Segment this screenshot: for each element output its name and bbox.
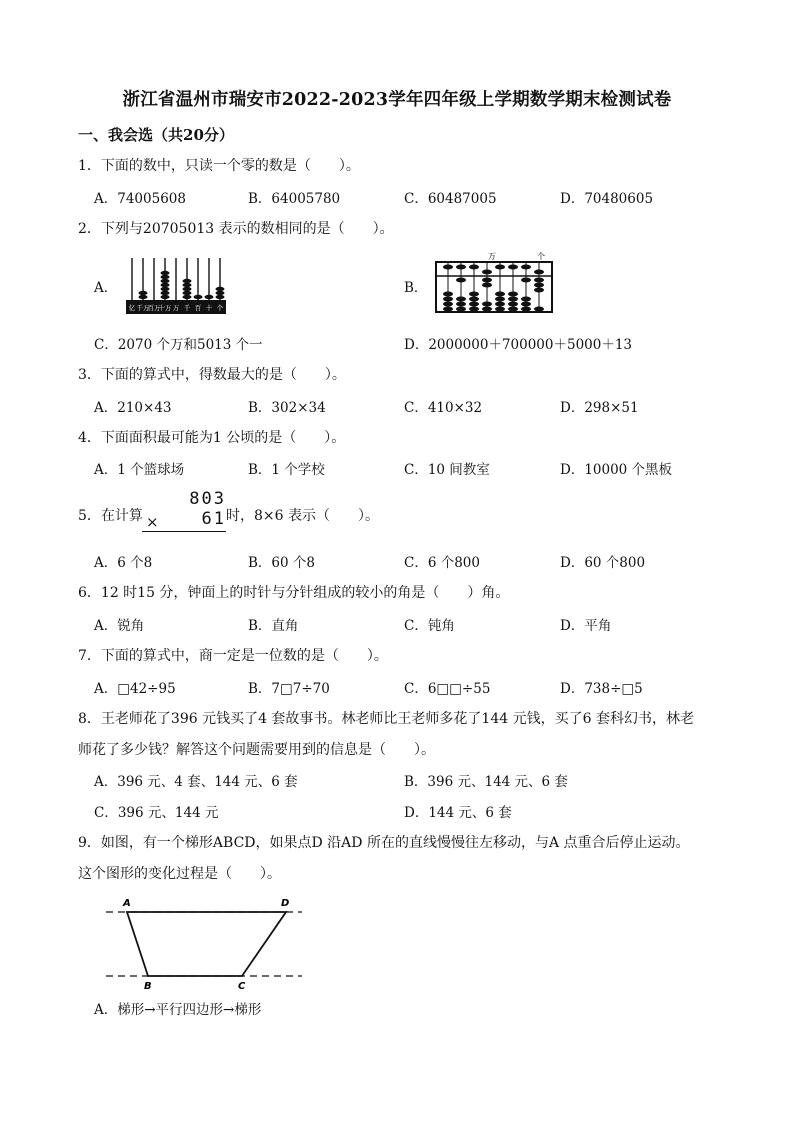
vertical-calc-line — [142, 531, 226, 532]
question-6-stem: 6．12 时15 分，钟面上的时针与分针组成的较小的角是（ ）角。 — [78, 585, 510, 601]
q7-option-b: B．7□7÷70 — [248, 681, 330, 697]
question-8-stem-line1: 8．王老师花了396 元钱买了4 套故事书。林老师比王老师多花了144 元钱，买了6 套科幻书，林老 — [78, 711, 694, 727]
trapezoid-figure — [100, 893, 310, 993]
question-9-stem-line2: 这个图形的变化过程是（ ）。 — [78, 866, 281, 882]
q8-option-b: B．396 元、144 元、6 套 — [404, 774, 568, 790]
question-4-stem: 4．下面面积最可能为1 公顷的是（ ）。 — [78, 430, 346, 446]
section-heading: 一、我会选（共20分） — [78, 126, 234, 144]
q6-option-a: A．锐角 — [94, 618, 145, 634]
vertical-calc-top: 803 — [189, 489, 226, 509]
q5-option-a: A．6 个8 — [94, 555, 153, 571]
question-5-stem-start: 5．在计算 — [78, 508, 143, 524]
question-3-stem: 3．下面的算式中，得数最大的是（ ）。 — [78, 367, 346, 383]
q5-option-c: C．6 个800 — [404, 555, 480, 571]
abacus-a-label: 百 — [194, 304, 202, 312]
q7-option-a: A．□42÷95 — [94, 681, 176, 697]
q7-option-c: C．6□□÷55 — [404, 681, 491, 697]
abacus-a-label: 千 — [183, 304, 191, 312]
vertex-label-a: A — [123, 898, 131, 909]
abacus-a-label: 万 — [172, 304, 180, 312]
vertex-label-d: D — [281, 898, 290, 909]
vertical-calc-bottom: 61 — [201, 509, 226, 529]
question-5-stem-end: 时，8×6 表示（ ）。 — [226, 508, 379, 524]
abacus-b-label: 个 — [537, 252, 545, 261]
vertex-label-b: B — [144, 981, 152, 992]
q7-option-d: D．738÷□5 — [560, 681, 643, 697]
q3-option-d: D．298×51 — [560, 400, 639, 416]
vertex-label-c: C — [238, 981, 246, 992]
q3-option-a: A．210×43 — [94, 400, 172, 416]
q4-option-b: B．1 个学校 — [248, 462, 325, 478]
q8-option-c: C．396 元、144 元 — [94, 805, 219, 821]
q3-option-b: B．302×34 — [248, 400, 326, 416]
q1-option-a: A．74005608 — [94, 191, 186, 207]
q1-option-d: D．70480605 — [560, 191, 654, 207]
vertical-calc-operator: × — [146, 513, 159, 531]
question-2-stem: 2．下列与20705013 表示的数相同的是（ ）。 — [78, 221, 394, 237]
abacus-a-label: 十 — [205, 304, 213, 312]
q4-option-c: C．10 间教室 — [404, 462, 490, 478]
q6-option-b: B．直角 — [248, 618, 299, 634]
question-7-stem: 7．下面的算式中，商一定是一位数的是（ ）。 — [78, 648, 388, 664]
q6-option-d: D．平角 — [560, 618, 612, 634]
q2-option-b: B． — [404, 280, 428, 296]
q2-option-d: D．2000000＋700000＋5000＋13 — [404, 337, 633, 353]
q4-option-a: A．1 个篮球场 — [94, 462, 185, 478]
question-1-stem: 1．下面的数中，只读一个零的数是（ ）。 — [78, 158, 360, 174]
q2-option-a: A． — [94, 280, 118, 296]
abacus-a-label: 个 — [216, 304, 224, 312]
q8-option-d: D．144 元、6 套 — [404, 805, 512, 821]
page-title: 浙江省温州市瑞安市2022-2023学年四年级上学期数学期末检测试卷 — [122, 90, 672, 110]
q2-option-c: C．2070 个万和5013 个一 — [94, 337, 263, 353]
abacus-a-figure — [124, 252, 232, 316]
q1-option-c: C．60487005 — [404, 191, 497, 207]
q6-option-c: C．钝角 — [404, 618, 455, 634]
q8-option-a: A．396 元、4 套、144 元、6 套 — [94, 774, 298, 790]
abacus-a-label: 千万 — [136, 304, 150, 312]
q1-option-b: B．64005780 — [248, 191, 341, 207]
abacus-a-label: 十万 — [158, 304, 172, 312]
q5-option-d: D．60 个800 — [560, 555, 646, 571]
abacus-b-label: 万 — [488, 252, 496, 261]
abacus-a-label: 亿 — [128, 304, 136, 312]
q5-option-b: B．60 个8 — [248, 555, 315, 571]
question-9-stem-line1: 9．如图，有一个梯形ABCD，如果点D 沿AD 所在的直线慢慢往左移动，与A 点重合后停止运动。 — [78, 835, 690, 851]
abacus-b-figure — [434, 250, 556, 316]
abacus-a-label: 百万 — [147, 304, 161, 312]
q3-option-c: C．410×32 — [404, 400, 483, 416]
q4-option-d: D．10000 个黑板 — [560, 462, 673, 478]
q9-option-a: A．梯形→平行四边形→梯形 — [94, 1002, 262, 1018]
question-8-stem-line2: 师花了多少钱？解答这个问题需要用到的信息是（ ）。 — [78, 742, 435, 758]
